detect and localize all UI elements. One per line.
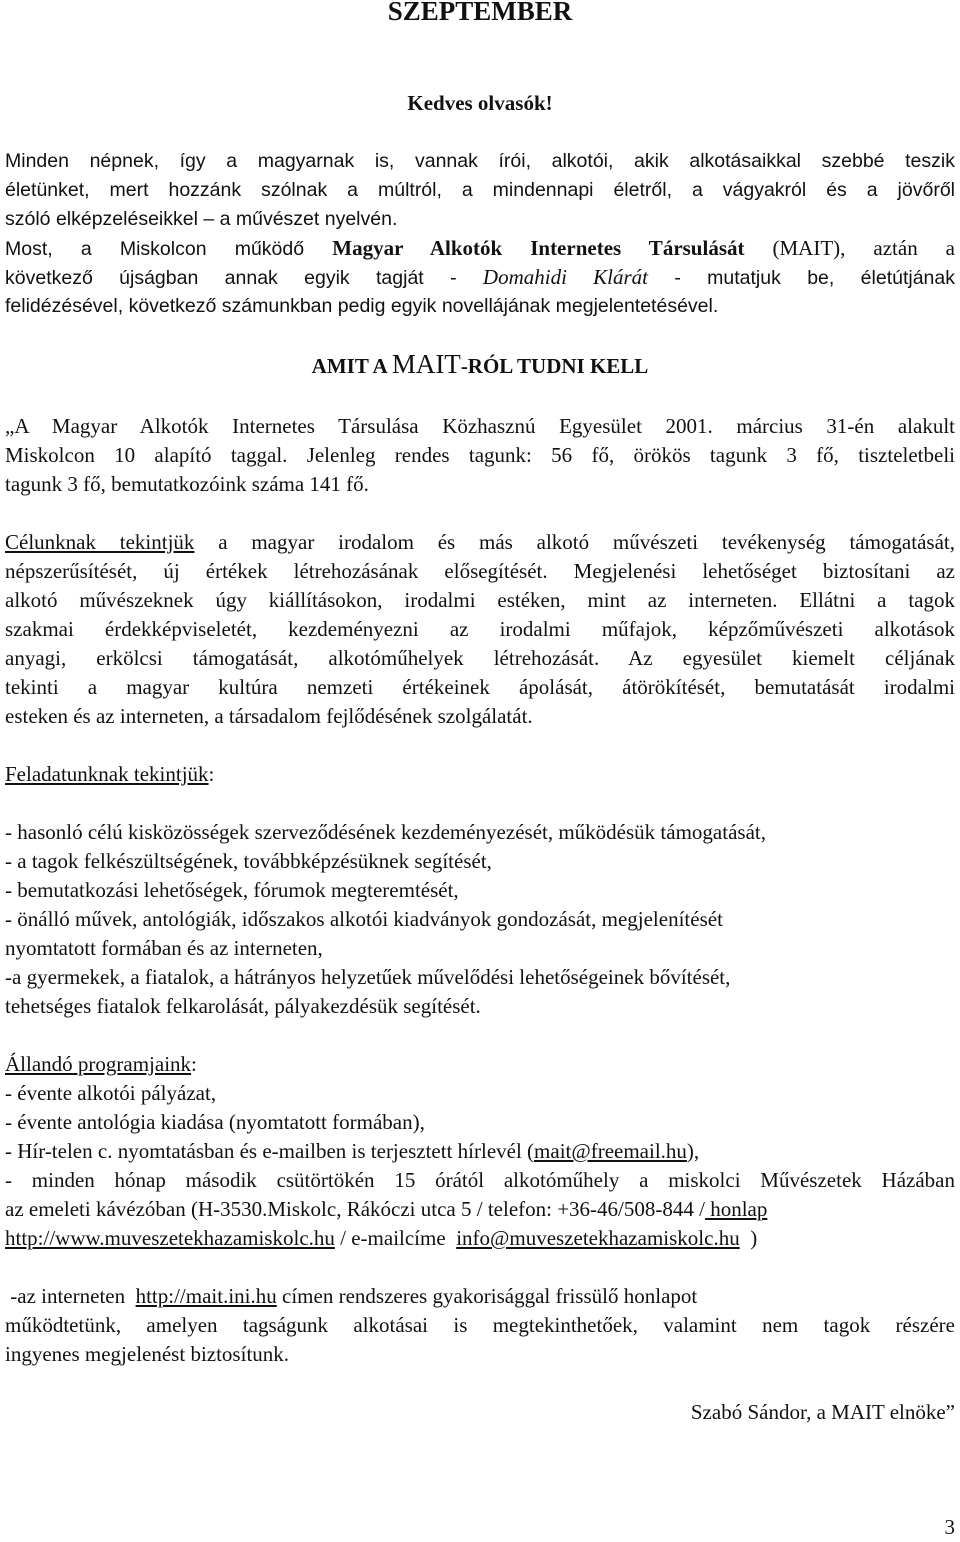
programs-label: Állandó programjaink (5, 1052, 192, 1076)
goals-label: Célunknak tekintjük (5, 530, 195, 554)
programs-colon: : (191, 1052, 197, 1076)
task-item: - önálló művek, antológiák, időszakos alkotói kiadványok gondozását, megjelenítését (5, 907, 723, 931)
program-item (5, 1224, 955, 1253)
task-item: - a tagok felkészültségének, továbbképzésüknek segítését, (5, 849, 492, 873)
mait-website-link[interactable]: http://mait.ini.hu (135, 1284, 277, 1308)
section-heading-mait: MAIT (391, 349, 461, 379)
about-line-3: tagunk 3 fő, bemutatkozóink száma 141 fő. (5, 472, 369, 496)
about-line-1: „A Magyar Alkotók Internetes Társulása Közhasznú Egyesület 2001. március 31-én alakult (5, 414, 955, 438)
intro-line-1: Minden népnek, így a magyarnak is, vannak írói, alkotói, akik alkotásaikkal szebbé teszik (5, 150, 955, 172)
section-heading (0, 350, 960, 381)
email-link-info[interactable]: info@muveszetekhazamiskolc.hu (456, 1226, 740, 1250)
internet-line-1 (5, 1282, 955, 1311)
homepage-link[interactable]: http://www.muveszetekhazamiskolc.hu (5, 1226, 335, 1250)
programs-heading (5, 1050, 955, 1079)
intro-text: - mutatjuk be, életútjának (647, 267, 955, 289)
program-item: - minden hónap második csütörtökén 15 órától alkotóműhely a miskolci Művészetek Házában (5, 1168, 955, 1192)
program-item: - évente alkotói pályázat, (5, 1081, 217, 1105)
homepage-link-label[interactable]: honlap (704, 1197, 768, 1221)
task-item: - hasonló célú kisközösségek szerveződésének kezdeményezését, működésük támogatását, (5, 820, 766, 844)
member-name: Domahidi Klárát (482, 265, 648, 289)
about-line-2: Miskolcon 10 alapító taggal. Jelenleg rendes tagunk: 56 fő, örökös tagunk 3 fő, tiszteletbeli (5, 443, 955, 467)
org-name: Magyar Alkotók Internetes Társulását (332, 236, 745, 260)
internet-text: címen rendszeres gyakorisággal frissülő honlapot (276, 1284, 698, 1308)
task-item: - bemutatkozási lehetőségek, fórumok megteremtését, (5, 878, 459, 902)
intro-line-5 (5, 263, 955, 293)
program-text: ), (686, 1139, 700, 1163)
intro-text: Most, a Miskolcon működő (5, 238, 333, 260)
goals-line-1 (5, 528, 955, 557)
program-text: ) (739, 1226, 758, 1250)
program-item: - évente antológia kiadása (nyomtatott formában), (5, 1110, 425, 1134)
intro-line-4 (5, 234, 955, 264)
goals-text: a magyar irodalom és más alkotó művészeti tevékenység támogatását, (194, 530, 955, 554)
program-text: / e-mailcíme (334, 1226, 457, 1250)
goals-line-3: alkotó művészeknek úgy kiállításokon, irodalmi estéken, mint az interneten. Ellátni a tagok (5, 588, 955, 612)
program-text: az emeleti kávézóban (H-3530.Miskolc, Rákóczi utca 5 / telefon: +36-46/508-844 / (5, 1197, 705, 1221)
program-text: - Hír-telen c. nyomtatásban és e-mailben is terjesztett hírlevél ( (5, 1139, 535, 1163)
intro-text: következő újságban annak egyik tagját - (5, 267, 483, 289)
goals-line-2: népszerűsítését, új értékek létrehozásának elősegítését. Megjelenési lehetőséget biztosítani az (5, 559, 955, 583)
tasks-heading (5, 760, 955, 789)
intro-line-6: felidézésével, következő számunkban pedig egyik novellájának megjelentetésével. (5, 295, 719, 317)
greeting: Kedves olvasók! (407, 91, 553, 115)
program-item (5, 1195, 955, 1224)
intro-line-2: életünket, mert hozzánk szólnak a múltról, a mindennapi életről, a vágyakról és a jövőről (5, 179, 955, 201)
section-heading-post: -RÓL TUDNI KELL (460, 354, 649, 378)
task-item: tehetséges fiatalok felkarolását, pályakezdésük segítését. (5, 994, 481, 1018)
program-item (5, 1137, 955, 1166)
tasks-colon: : (208, 762, 215, 786)
task-item: nyomtatott formában és az interneten, (5, 936, 323, 960)
intro-line-3: szóló elképzeléseikkel – a művészet nyelvén. (5, 208, 398, 230)
internet-line-3: ingyenes megjelenést biztosítunk. (5, 1342, 290, 1366)
email-link-mait[interactable]: mait@freemail.hu (534, 1139, 687, 1163)
intro-text: (MAIT), aztán a (744, 236, 956, 260)
goals-line-7: esteken és az interneten, a társadalom fejlődésének szolgálatát. (5, 704, 533, 728)
goals-line-4: szakmai érdekképviseletét, kezdeményezni az irodalmi műfajok, képzőművészeti alkotások (5, 617, 955, 641)
signature: Szabó Sándor, a MAIT elnöke” (690, 1400, 955, 1424)
tasks-label: Feladatunknak tekintjük (5, 762, 209, 786)
internet-text: -az interneten (5, 1284, 136, 1308)
goals-line-6: tekinti a magyar kultúra nemzeti értékeinek ápolását, átörökítését, bemutatását irodalmi (5, 675, 955, 699)
goals-line-5: anyagi, erkölcsi támogatását, alkotóműhelyek létrehozását. Az egyesület kiemelt céljának (5, 646, 955, 670)
internet-line-2: működtetünk, amelyen tagságunk alkotásai is megtekinthetőek, valamint nem tagok részére (5, 1313, 955, 1337)
page-number: 3 (944, 1515, 955, 1539)
section-heading-pre: AMIT A (311, 354, 392, 378)
page-title: SZEPTEMBER (387, 0, 573, 26)
task-item: -a gyermekek, a fiatalok, a hátrányos helyzetűek művelődési lehetőségeinek bővítését, (5, 965, 731, 989)
